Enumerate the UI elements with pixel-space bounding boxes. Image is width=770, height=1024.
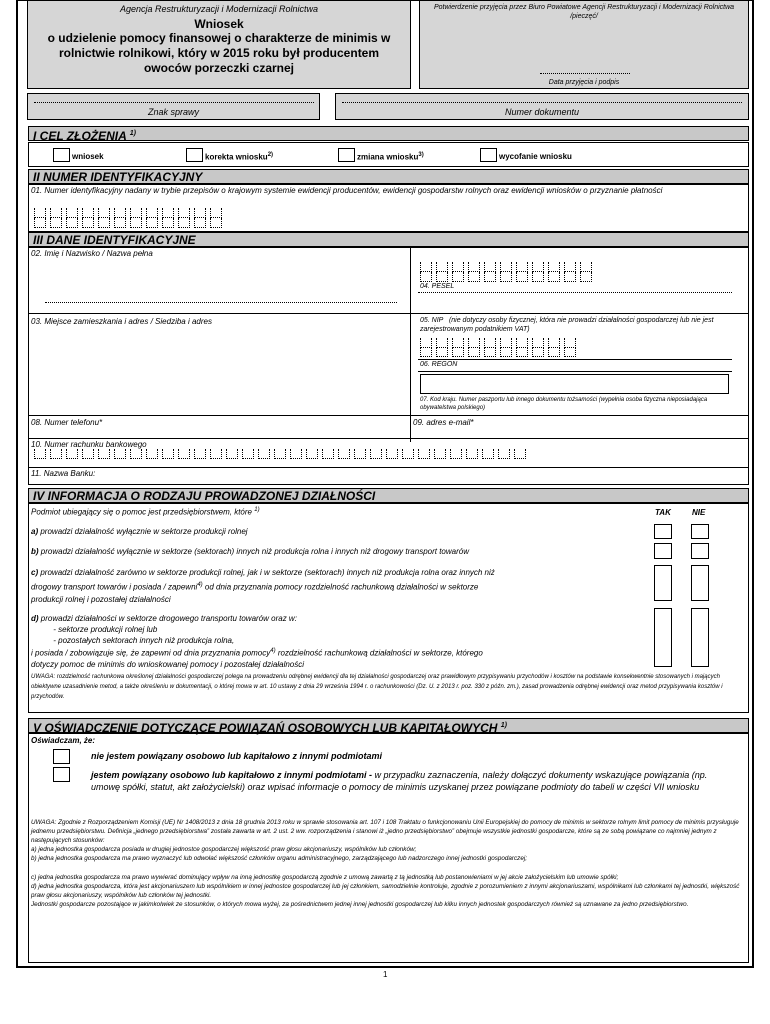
option-a-nie[interactable] xyxy=(691,524,709,539)
option-d-tak[interactable] xyxy=(654,608,672,667)
section-1-sup: 1) xyxy=(129,130,136,137)
form-title: Wniosek xyxy=(194,17,244,31)
numer-dokumentu-dots xyxy=(342,102,742,103)
uwaga-a: a) jedna jednostka gospodarcza posiada w drugiej jednostce gospodarczej większość praw głosu akcjonariuszy, wspólników lub członków; xyxy=(31,846,417,853)
field-02-line xyxy=(28,313,410,314)
field-05-note: (nie dotyczy osoby fizycznej, która nie prowadzi działalności gospodarczej lub nie jest zarejestrowanym podatnikiem VAT) xyxy=(420,317,714,333)
option-d-text: d) prowadzi działalności w sektorze drogowego transportu towarów oraz w: - sektorze produkcji rolnej lub - pozostałych sektorach innych niż produkcja rolna, i posiada / zobowiązuje się, że zapewni od dnia przyznania pomocy$^{4)}$ rozdzielność rachunkową działalności w sektorze, którego dotyczy pomoc de minimis do wnioskowanej pomocy i pozostałej działalności xyxy=(31,614,483,669)
section-4-header: IV INFORMACJA O RODZAJU PROWADZONEJ DZIAŁNOŚCI xyxy=(28,488,749,503)
section-5-header: V OŚWIADCZENIE DOTYCZĄCE POWIĄZAŃ OSOBOWYCH LUB KAPITAŁOWYCH $^{1)}$ xyxy=(28,718,749,733)
nip-digits-2[interactable] xyxy=(420,347,580,357)
option-c-tak[interactable] xyxy=(654,565,672,601)
section-3-divider xyxy=(410,247,411,442)
page-number: 1 xyxy=(383,970,388,979)
option-b-nie[interactable] xyxy=(691,543,709,559)
checkbox-zmiana[interactable] xyxy=(338,148,355,162)
bank-sep xyxy=(28,438,749,439)
znak-sprawy-dots xyxy=(34,102,314,103)
option-korekta: korekta wniosku$^{2)}$ xyxy=(205,152,274,162)
section-1-header xyxy=(28,126,749,141)
section-4-uwaga: UWAGA: rozdzielność rachunkowa określonej działalności gospodarczej polega na prowadzeniu odrębnej ewidencji dla tej działalności gospodarczej oraz prawidłowym przypisywaniu przychodów i kosztów na podstawie konsekwentnie stosowanych i mających obiektywne uzasadnienie metod, a także określeniu w dokumentacji, o której mowa w art. 10 ustawy z dnia 29 września 1994 r. o rachunkowości (Dz. U. z 2013 r. poz. 330 z późn. zm.), zasad prowadzenia odrębnej ewidencji oraz metod przypisywania kosztów i przychodów. xyxy=(31,674,723,700)
field-01-digits-2[interactable] xyxy=(34,218,226,228)
regon-sep xyxy=(418,359,732,360)
field-06-label: 06. REGON xyxy=(420,361,458,368)
pesel-digits-2[interactable] xyxy=(420,272,596,282)
regon-line xyxy=(418,371,732,372)
uwaga-c: c) jedna jednostka gospodarcza ma prawo wywierać dominujący wpływ na inną jednostkę gospodarczą zgodnie z umową zawartą z tą jednostką lub postanowieniami w jej akcie założycielskim lub umowie spółki; xyxy=(31,874,619,881)
znak-sprawy-label: Znak sprawy xyxy=(147,107,200,117)
field-01-digits[interactable] xyxy=(34,208,226,218)
uwaga-intro: UWAGA: Zgodnie z Rozporządzeniem Komisji (UE) Nr 1408/2013 z dnia 18 grudnia 2013 roku w sprawie stosowania art. 107 i 108 Traktatu o funkcjonowaniu Unii Europejskiej do pomocy de minimis w sektorze rolnym limit pomocy de minimis przysługuje jednemu przedsiębiorstwu. Definicja „jednego przedsiębiorstwa” została zawarta w art. 2 ust. 2 ww. rozporządzenia i stanowi iż „jedno przedsiębiorstwo” obejmuje wszystkie jednostki gospodarcze, które są ze sobą powiązane co najmniej jednym z następujących stosunków: xyxy=(31,819,739,844)
passport-field[interactable] xyxy=(420,374,729,394)
option-a-tak[interactable] xyxy=(654,524,672,539)
section-4-intro: Podmiot ubiegający się o pomoc jest przedsiębiorstwem, które $^{1)}$ xyxy=(31,507,260,517)
option-c-text: c) prowadzi działalność zarówno w sektorze produkcji rolnej, jak i w sektorze (sektorach) innych niż produkcja rolna oraz innych niż drogowy transport towarów i posiada / zapewni$^{4)}$ od dnia przyznania pomocy rozdzielność rachunkową działalności w sektorze produkcji rolnej i pozostałej działalności xyxy=(31,568,495,604)
field-11-label: 11. Nazwa Banku: xyxy=(31,469,96,478)
field-10-label: 10. Numer rachunku bankowego xyxy=(31,440,147,449)
field-01-label: 01. Numer identyfikacyjny nadany w trybie przepisów o krajowym systemie ewidencji producentów, ewidencji gospodarstw rolnych oraz ewidencji wniosków o przyznanie płatności xyxy=(31,186,663,195)
agency-name: Agencja Restrukturyzacji i Modernizacji Rolnictwa xyxy=(119,4,319,14)
numer-dokumentu-box xyxy=(335,93,749,120)
option-not-related: nie jestem powiązany osobowo lub kapitałowo z innymi podmiotami xyxy=(91,751,383,761)
option-wycofanie: wycofanie wniosku xyxy=(499,152,572,161)
section-2-header: II NUMER IDENTYFIKACYJNY xyxy=(28,169,749,184)
confirm-note: Potwierdzenie przyjęcia przez Biuro Powiatowe Agencji Restrukturyzacji i Modernizacji Rolnictwa /pieczęć/ xyxy=(433,4,735,20)
field-02-dots[interactable] xyxy=(45,302,397,303)
option-b-tak[interactable] xyxy=(654,543,672,559)
phone-sep xyxy=(28,415,749,416)
form-subtitle: o udzielenie pomocy finansowej o charakterze de minimis w rolnictwie rolnikowi, który w 2015 roku był producentem owoców porzeczki czarnej xyxy=(47,31,391,75)
option-related: jestem powiązany osobowo lub kapitałowo z innymi podmiotami - w przypadku zaznaczenia, należy dołączyć dokumenty wskazujące powiązania (np. umowę spółki, statut, akt założycielski) oraz wpisać informacje o pomocy de minimis uzyskanej przez powiązane podmioty do tabeli w części VII wniosku xyxy=(91,770,708,792)
numer-dokumentu-label: Numer dokumentu xyxy=(504,107,580,117)
option-c-nie[interactable] xyxy=(691,565,709,601)
tak-label: TAK xyxy=(655,508,671,517)
option-a-text: a) prowadzi działalność wyłącznie w sektorze produkcji rolnej xyxy=(31,527,248,536)
section-1-title: I CEL ZŁOŻENIA xyxy=(33,129,127,143)
date-label: Data przyjęcia i podpis xyxy=(548,79,620,86)
bank-name-sep xyxy=(28,467,749,468)
account-digits[interactable] xyxy=(34,449,530,459)
checkbox-wycofanie[interactable] xyxy=(480,148,497,162)
field-07-label: 07. Kod kraju. Numer paszportu lub innego dokumentu tożsamości (wypełnia osoba fizyczna nieposiadająca obywatelstwa polskiego) xyxy=(420,397,708,411)
confirm-box xyxy=(419,0,749,89)
field-03-label: 03. Miejsce zamieszkania i adres / Siedziba i adres xyxy=(31,317,212,326)
option-zmiana: zmiana wniosku$^{3)}$ xyxy=(357,152,424,162)
oswiadczam-label: Oświadczam, że: xyxy=(31,736,96,745)
pesel-line xyxy=(418,292,732,293)
field-04-label: 04. PESEL xyxy=(420,283,455,290)
checkbox-korekta[interactable] xyxy=(186,148,203,162)
field-08-label: 08. Numer telefonu* xyxy=(31,418,103,427)
option-d-nie[interactable] xyxy=(691,608,709,667)
checkbox-not-related[interactable] xyxy=(53,749,70,764)
znak-sprawy-box xyxy=(27,93,320,120)
option-wniosek: wniosek xyxy=(72,152,104,161)
field-02-label: 02. Imię i Nazwisko / Nazwa pełna xyxy=(31,249,153,258)
checkbox-related[interactable] xyxy=(53,767,70,782)
checkbox-wniosek[interactable] xyxy=(53,148,70,162)
option-b-text: b) prowadzi działalność wyłącznie w sektorze (sektorach) innych niż produkcja rolna i innych niż drogowy transport towarów xyxy=(31,547,469,556)
uwaga-b: b) jedna jednostka gospodarcza ma prawo wyznaczyć lub odwołać większość członków organu administracyjnego, zarządzającego lub nadzorczego innej jednostki gospodarczej; xyxy=(31,855,527,862)
section-5-uwaga xyxy=(31,818,743,909)
nie-label: NIE xyxy=(692,508,706,517)
field-09-label: 09. adres e-mail* xyxy=(413,418,474,427)
pesel-digits[interactable] xyxy=(420,262,596,272)
field-05-label: 05. NIP (nie dotyczy osoby fizycznej, która nie prowadzi działalności gospodarczej lub nie jest zarejestrowanym podatnikiem VAT) xyxy=(420,317,714,333)
section-3-header: III DANE IDENTYFIKACYJNE xyxy=(28,232,749,247)
uwaga-end: Jednostki gospodarcze pozostające w jakimkolwiek ze stosunków, o których mowa wyżej, za pośrednictwem jednej innej jednostki gospodarczej lub kilku innych jednostek gospodarczych również są uznawane za jedno przedsiębiorstwo. xyxy=(31,901,689,908)
date-dots xyxy=(540,73,630,74)
uwaga-d: d) jedna jednostka gospodarcza, która jest akcjonariuszem lub wspólnikiem w innej jednostce gospodarczej lub jej członkiem, samodzielnie kontroluje, zgodnie z porozumieniem z innymi akcjonariuszami, wspólnikami lub członkami tej jednostki, większość praw głosu akcjonariuszy, wspólników lub członków tej jednostki. xyxy=(31,883,740,899)
nip-sep xyxy=(410,313,749,314)
header-title-box xyxy=(27,0,411,89)
